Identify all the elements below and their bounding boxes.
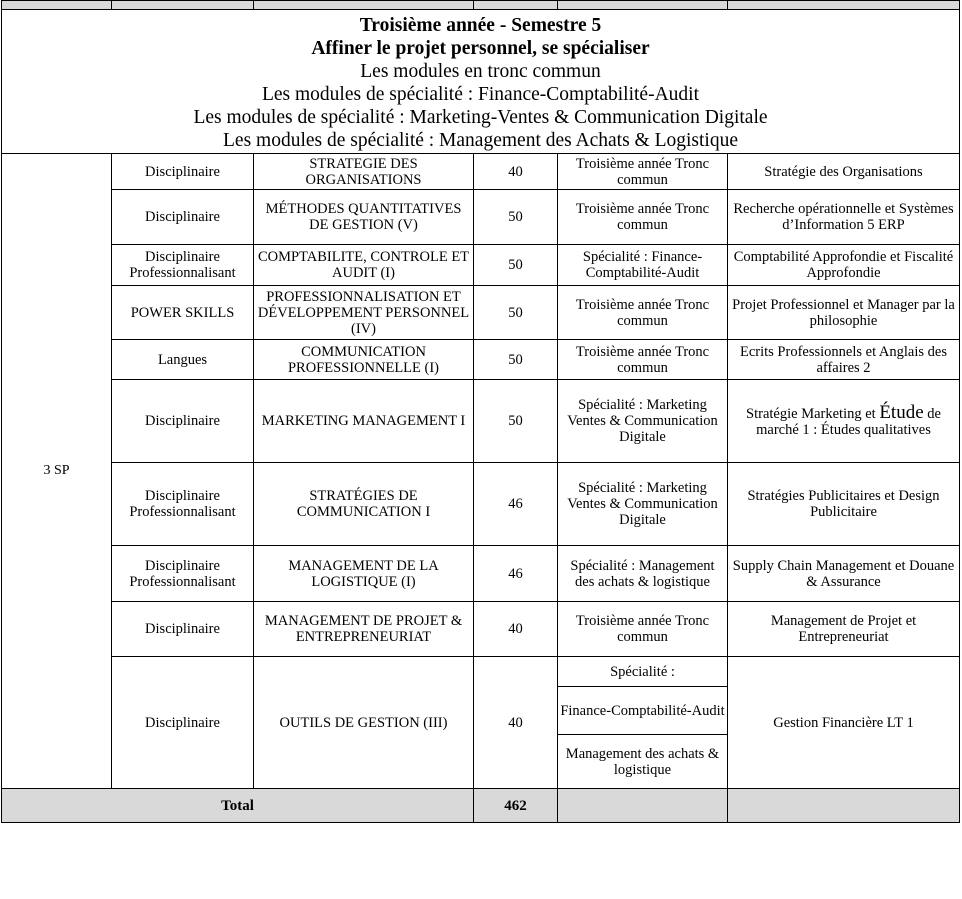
module-name: COMPTABILITE, CONTROLE ET AUDIT (I) [254,245,474,286]
table-row [2,380,960,463]
module-track: Troisième année Tronc commun [558,154,728,190]
module-track: Troisième année Tronc commun [558,340,728,380]
total-empty [558,789,728,823]
banner-title: Troisième année - Semestre 5 [359,15,602,36]
module-hours: 50 [474,245,558,286]
banner-line: Les modules de spécialité : Finance-Comptabilité-Audit [261,84,700,105]
module-type: Disciplinaire [112,154,254,190]
total-empty [728,789,960,823]
module-hours: 40 [474,602,558,657]
table-row [2,154,960,190]
banner-line: Les modules en tronc commun [360,61,601,82]
table-row [2,602,960,657]
module-type: Disciplinaire [112,602,254,657]
module-hours: 40 [474,657,558,789]
table-row [2,463,960,546]
banner-row [2,10,960,154]
module-track: Troisième année Tronc commun [558,602,728,657]
module-content-part: Stratégie Marketing et [746,405,880,422]
module-content [728,380,960,463]
module-name: STRATEGIE DES ORGANISATIONS [254,154,474,190]
module-name: MANAGEMENT DE PROJET & ENTREPRENEURIAT [254,602,474,657]
header-strip [2,1,960,10]
module-type: Disciplinaire [112,380,254,463]
module-content: Ecrits Professionnels et Anglais des affaires 2 [728,340,960,380]
module-name: MANAGEMENT DE LA LOGISTIQUE (I) [254,546,474,602]
module-track: Spécialité : Marketing Ventes & Communication Digitale [558,463,728,546]
table-row [2,340,960,380]
module-name: MARKETING MANAGEMENT I [254,380,474,463]
module-hours: 50 [474,380,558,463]
module-content: Comptabilité Approfondie et Fiscalité Approfondie [728,245,960,286]
total-hours: 462 [474,789,558,823]
curriculum-table [1,0,960,823]
module-hours: 46 [474,546,558,602]
module-name: COMMUNICATION PROFESSIONNELLE (I) [254,340,474,380]
table-row [2,657,960,687]
module-type: Langues [112,340,254,380]
module-type: Disciplinaire Professionnalisant [112,463,254,546]
table-row [2,245,960,286]
module-hours: 40 [474,154,558,190]
module-name: OUTILS DE GESTION (III) [254,657,474,789]
module-track: Spécialité : Management des achats & logistique [558,546,728,602]
module-name: STRATÉGIES DE COMMUNICATION I [254,463,474,546]
semester-label: 3 SP [2,154,112,789]
module-content-part: de marché 1 : Études qualitatives [756,405,941,438]
module-track: Troisième année Tronc commun [558,286,728,340]
module-name: PROFESSIONNALISATION ET DÉVELOPPEMENT PERSONNEL (IV) [254,286,474,340]
module-content: Projet Professionnel et Manager par la philosophie [728,286,960,340]
banner-line: Les modules de spécialité : Management des Achats & Logistique [223,130,738,151]
module-type: POWER SKILLS [112,286,254,340]
total-row [2,789,960,823]
module-track: Spécialité : Marketing Ventes & Communication Digitale [558,380,728,463]
semester-banner [2,10,960,154]
module-track: Spécialité : Finance-Comptabilité-Audit [558,245,728,286]
module-type: Disciplinaire [112,657,254,789]
module-name: MÉTHODES QUANTITATIVES DE GESTION (V) [254,190,474,245]
table-row [2,546,960,602]
total-label: Total [2,789,474,823]
module-content: Gestion Financière LT 1 [728,657,960,789]
module-type: Disciplinaire Professionnalisant [112,546,254,602]
module-type: Disciplinaire Professionnalisant [112,245,254,286]
module-content: Supply Chain Management et Douane & Assurance [728,546,960,602]
module-content: Management de Projet et Entrepreneuriat [728,602,960,657]
module-track: Finance-Comptabilité-Audit [558,687,728,735]
module-content-part: Étude [879,401,924,423]
module-content: Stratégies Publicitaires et Design Publicitaire [728,463,960,546]
module-track: Spécialité : [558,657,728,687]
module-content: Stratégie des Organisations [728,154,960,190]
module-track: Troisième année Tronc commun [558,190,728,245]
table-row [2,286,960,340]
banner-subtitle: Affiner le projet personnel, se spécialiser [311,38,650,59]
module-hours: 46 [474,463,558,546]
module-content: Recherche opérationnelle et Systèmes d’Information 5 ERP [728,190,960,245]
module-hours: 50 [474,286,558,340]
table-row [2,190,960,245]
module-hours: 50 [474,190,558,245]
module-type: Disciplinaire [112,190,254,245]
banner-line: Les modules de spécialité : Marketing-Ventes & Communication Digitale [193,107,768,128]
module-track: Management des achats & logistique [558,735,728,789]
module-hours: 50 [474,340,558,380]
